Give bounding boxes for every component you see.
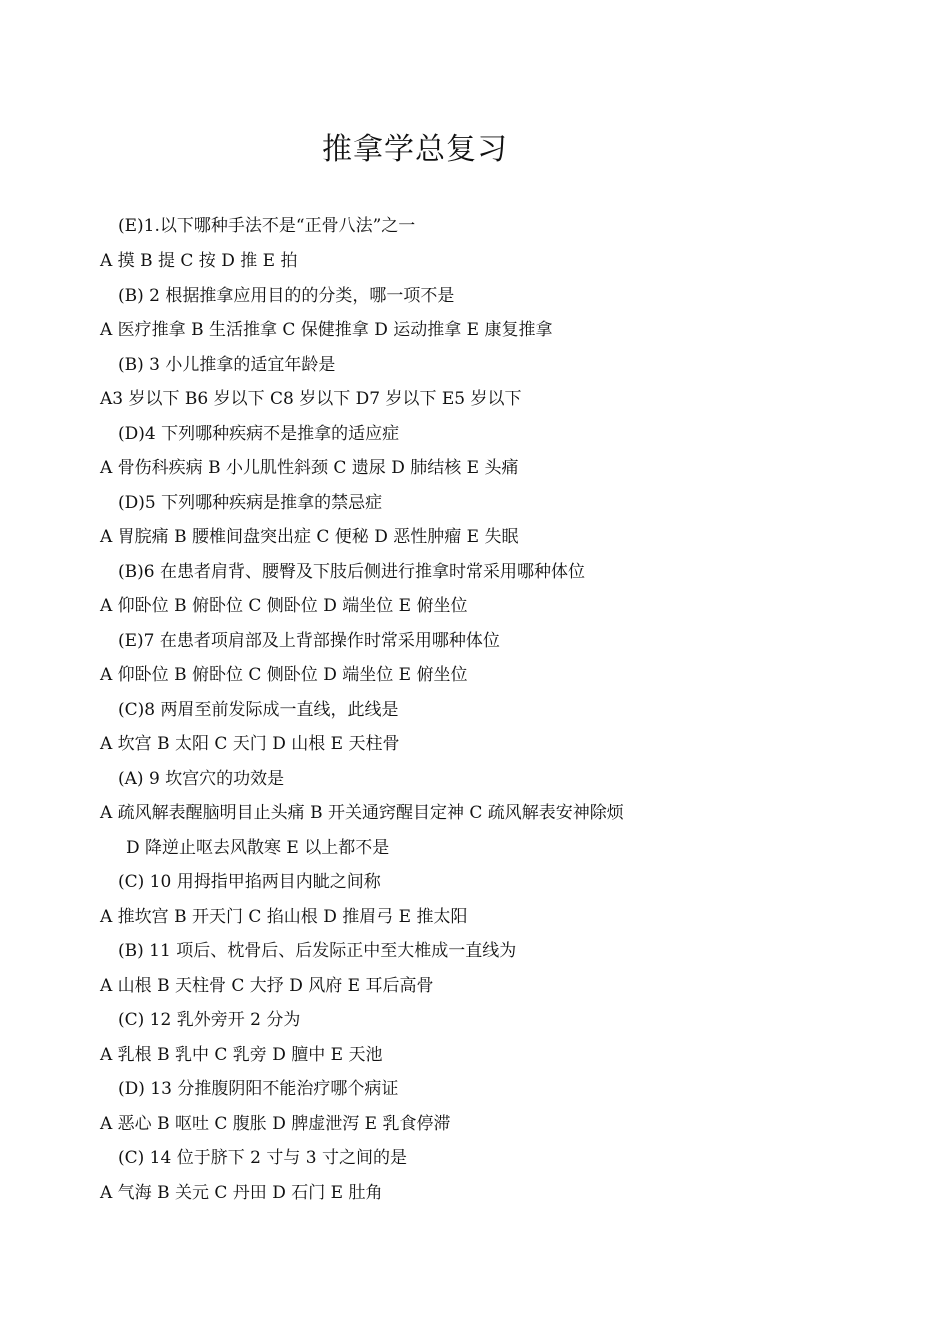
options-9-continued: D 降逆止呕去风散寒 E 以上都不是 (126, 838, 390, 858)
question-10: (C) 10 用拇指甲掐两目内眦之间称 (118, 872, 381, 892)
options-12: A 乳根 B 乳中 C 乳旁 D 膻中 E 天池 (100, 1045, 383, 1065)
options-3: A3 岁以下 B6 岁以下 C8 岁以下 D7 岁以下 E5 岁以下 (100, 389, 522, 409)
question-14: (C) 14 位于脐下 2 寸与 3 寸之间的是 (118, 1148, 407, 1168)
question-5: (D)5 下列哪种疾病是推拿的禁忌症 (118, 493, 383, 513)
options-4: A 骨伤科疾病 B 小儿肌性斜颈 C 遗尿 D 肺结核 E 头痛 (100, 458, 519, 478)
question-7: (E)7 在患者项肩部及上背部操作时常采用哪种体位 (118, 631, 500, 651)
options-10: A 推坎宫 B 开天门 C 掐山根 D 推眉弓 E 推太阳 (100, 907, 468, 927)
options-11: A 山根 B 天柱骨 C 大抒 D 风府 E 耳后高骨 (100, 976, 434, 996)
question-1: (E)1.以下哪种手法不是“正骨八法”之一 (118, 216, 416, 236)
question-2: (B) 2 根据推拿应用目的的分类，哪一项不是 (118, 286, 455, 306)
question-8: (C)8 两眉至前发际成一直线，此线是 (118, 700, 399, 720)
options-5: A 胃脘痛 B 腰椎间盘突出症 C 便秘 D 恶性肿瘤 E 失眠 (100, 527, 519, 547)
question-11: (B) 11 项后、枕骨后、后发际正中至大椎成一直线为 (118, 941, 517, 961)
page-title: 推拿学总复习 (322, 132, 508, 167)
question-9: (A) 9 坎宫穴的功效是 (118, 769, 285, 789)
options-9: A 疏风解表醒脑明目止头痛 B 开关通窍醒目定神 C 疏风解表安神除烦 (100, 803, 624, 823)
options-1: A 摸 B 提 C 按 D 推 E 拍 (100, 251, 298, 271)
options-13: A 恶心 B 呕吐 C 腹胀 D 脾虚泄泻 E 乳食停滞 (100, 1114, 451, 1134)
question-6: (B)6 在患者肩背、腰臀及下肢后侧进行推拿时常采用哪种体位 (118, 562, 585, 582)
options-8: A 坎宫 B 太阳 C 天门 D 山根 E 天柱骨 (100, 734, 400, 754)
options-14: A 气海 B 关元 C 丹田 D 石门 E 肚角 (100, 1183, 383, 1203)
options-2: A 医疗推拿 B 生活推拿 C 保健推拿 D 运动推拿 E 康复推拿 (100, 320, 553, 340)
question-3: (B) 3 小儿推拿的适宜年龄是 (118, 355, 336, 375)
question-4: (D)4 下列哪种疾病不是推拿的适应症 (118, 424, 400, 444)
question-12: (C) 12 乳外旁开 2 分为 (118, 1010, 301, 1030)
options-7: A 仰卧位 B 俯卧位 C 侧卧位 D 端坐位 E 俯坐位 (100, 665, 468, 685)
question-13: (D) 13 分推腹阴阳不能治疗哪个病证 (118, 1079, 399, 1099)
options-6: A 仰卧位 B 俯卧位 C 侧卧位 D 端坐位 E 俯坐位 (100, 596, 468, 616)
